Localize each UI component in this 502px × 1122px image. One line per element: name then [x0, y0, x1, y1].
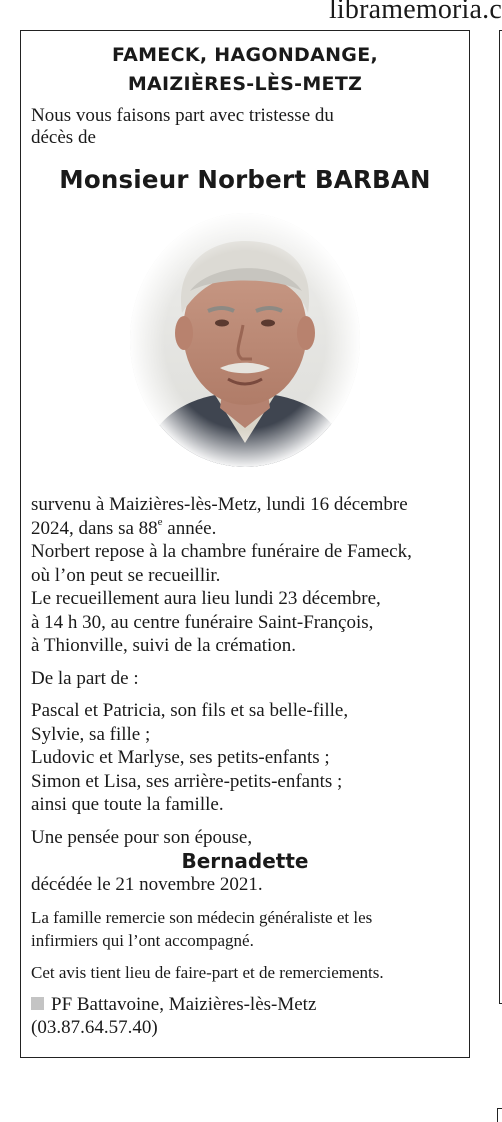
family-line-5: ainsi que toute la famille. — [31, 794, 224, 815]
thought-line: Une pensée pour son épouse, — [31, 826, 253, 848]
ceremony-line-3: à Thionville, suivi de la crémation. — [31, 635, 297, 656]
repose-line-1: Norbert repose à la chambre funéraire de Fameck, — [31, 541, 412, 562]
ceremony-line-2: à 14 h 30, au centre funéraire Saint-François, — [31, 611, 374, 633]
death-paragraph — [31, 493, 459, 658]
spouse-section — [31, 826, 459, 897]
intro-line-1: Nous vous faisons part avec tristesse du — [31, 105, 334, 126]
intro-line-2: décès de — [31, 127, 96, 148]
portrait-illustration — [130, 213, 360, 467]
place-line-1: FAMECK, HAGONDANGE, — [111, 44, 378, 66]
deceased-name: Monsieur Norbert BARBAN — [59, 165, 431, 194]
ceremony-line-1: Le recueillement aura lieu lundi 23 décembre, — [31, 588, 381, 609]
funeral-home-name: PF Battavoine, Maizières-lès-Metz — [51, 993, 317, 1015]
obituary-notice — [20, 30, 470, 1058]
thanks-line-1: La famille remercie son médecin généraliste et les — [31, 907, 373, 927]
death-line-2-end: année. — [162, 517, 217, 539]
family-line-2: Sylvie, sa fille ; — [31, 723, 151, 745]
intro-text — [31, 105, 459, 149]
adjacent-notice-corner — [497, 1108, 502, 1122]
funeral-home-line — [31, 993, 459, 1017]
family-line-3: Ludovic et Marlyse, ses petits-enfants ; — [31, 747, 330, 768]
spouse-name: Bernadette — [181, 849, 309, 873]
site-watermark: libramemoria.c — [328, 0, 502, 25]
repose-line-2: où l’on peut se recueillir. — [31, 564, 221, 586]
square-bullet-icon — [31, 997, 44, 1010]
family-line-4: Simon et Lisa, ses arrière-petits-enfants ; — [31, 770, 343, 792]
place-heading — [31, 41, 459, 99]
thanks-line-2: infirmiers qui l’ont accompagné. — [31, 930, 254, 950]
notice-body — [31, 493, 459, 1040]
notice-disclaimer: Cet avis tient lieu de faire-part et de remerciements. — [31, 962, 384, 982]
funeral-home-phone: (03.87.64.57.40) — [31, 1017, 158, 1038]
ordinal-superscript: e — [157, 516, 163, 529]
family-list — [31, 699, 459, 817]
place-line-2: MAIZIÈRES-LÈS-METZ — [127, 73, 363, 95]
death-line-1: survenu à Maizières-lès-Metz, lundi 16 décembre — [31, 494, 408, 515]
family-line-1: Pascal et Patricia, son fils et sa belle-fille, — [31, 700, 349, 721]
funeral-home-block — [31, 993, 459, 1040]
spouse-death-line: décédée le 21 novembre 2021. — [31, 874, 263, 895]
portrait-photo — [130, 213, 360, 467]
death-line-2 — [31, 517, 459, 541]
thanks-paragraph — [31, 906, 459, 952]
from-label: De la part de : — [31, 667, 139, 689]
death-line-2-text: 2024, dans sa 88 — [31, 517, 158, 539]
